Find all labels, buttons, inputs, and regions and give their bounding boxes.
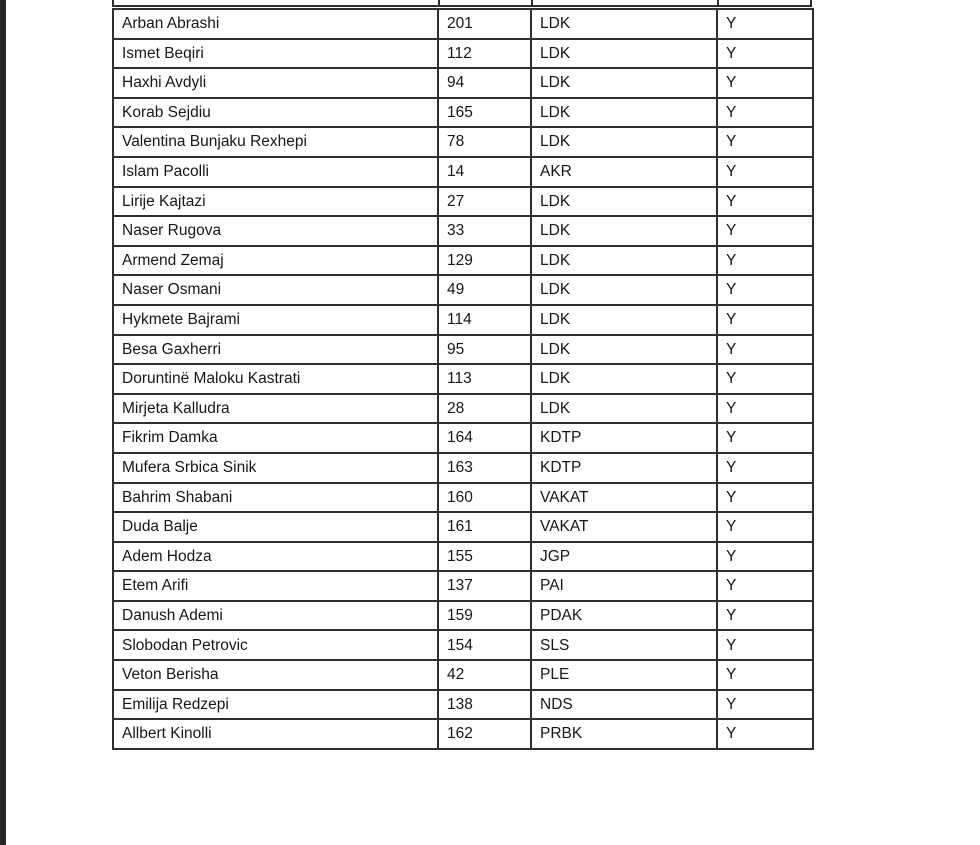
table-row [113, 719, 813, 749]
table-row [113, 423, 813, 453]
table-row [113, 483, 813, 513]
party-cell: LDK [531, 246, 717, 276]
candidate-name-cell: Veton Berisha [113, 660, 438, 690]
vote-cell: Y [717, 483, 813, 513]
vote-cell: Y [717, 453, 813, 483]
candidate-name-cell: Duda Balje [113, 512, 438, 542]
candidate-name-cell: Naser Rugova [113, 216, 438, 246]
candidate-number-cell: 155 [438, 542, 531, 572]
candidate-number-cell: 27 [438, 187, 531, 217]
table-row [113, 512, 813, 542]
candidate-number-cell: 112 [438, 39, 531, 69]
candidate-name-cell: Danush Ademi [113, 601, 438, 631]
table-row [113, 630, 813, 660]
candidate-number-cell: 33 [438, 216, 531, 246]
candidate-number-cell: 42 [438, 660, 531, 690]
candidate-number-cell: 161 [438, 512, 531, 542]
party-cell: NDS [531, 690, 717, 720]
table-row [113, 305, 813, 335]
table-row [113, 187, 813, 217]
party-cell: LDK [531, 305, 717, 335]
table-row [113, 690, 813, 720]
candidate-number-cell: 137 [438, 571, 531, 601]
candidate-number-cell: 138 [438, 690, 531, 720]
column-divider [438, 0, 440, 5]
candidate-table [112, 8, 814, 750]
column-divider [531, 0, 533, 5]
vote-cell: Y [717, 630, 813, 660]
candidate-number-cell: 114 [438, 305, 531, 335]
party-cell: SLS [531, 630, 717, 660]
party-cell: LDK [531, 394, 717, 424]
candidate-name-cell: Korab Sejdiu [113, 98, 438, 128]
candidate-number-cell: 154 [438, 630, 531, 660]
party-cell: LDK [531, 68, 717, 98]
candidate-name-cell: Lirije Kajtazi [113, 187, 438, 217]
table-row [113, 601, 813, 631]
candidate-name-cell: Mirjeta Kalludra [113, 394, 438, 424]
candidate-number-cell: 129 [438, 246, 531, 276]
vote-cell: Y [717, 39, 813, 69]
table-row [113, 246, 813, 276]
candidate-number-cell: 95 [438, 335, 531, 365]
vote-cell: Y [717, 305, 813, 335]
party-cell: KDTP [531, 423, 717, 453]
party-cell: AKR [531, 157, 717, 187]
party-cell: PDAK [531, 601, 717, 631]
candidate-number-cell: 160 [438, 483, 531, 513]
vote-cell: Y [717, 719, 813, 749]
party-cell: VAKAT [531, 483, 717, 513]
candidate-name-cell: Emilija Redzepi [113, 690, 438, 720]
party-cell: LDK [531, 127, 717, 157]
candidate-number-cell: 162 [438, 719, 531, 749]
table-row [113, 364, 813, 394]
party-cell: LDK [531, 335, 717, 365]
vote-cell: Y [717, 601, 813, 631]
candidate-number-cell: 49 [438, 275, 531, 305]
candidate-number-cell: 164 [438, 423, 531, 453]
candidate-name-cell: Slobodan Petrovic [113, 630, 438, 660]
candidate-name-cell: Allbert Kinolli [113, 719, 438, 749]
table-row [113, 157, 813, 187]
candidate-name-cell: Mufera Srbica Sinik [113, 453, 438, 483]
candidate-name-cell: Doruntinë Maloku Kastrati [113, 364, 438, 394]
table-row [113, 394, 813, 424]
candidate-number-cell: 94 [438, 68, 531, 98]
vote-cell: Y [717, 275, 813, 305]
candidate-name-cell: Arban Abrashi [113, 9, 438, 39]
candidate-name-cell: Etem Arifi [113, 571, 438, 601]
table-row [113, 335, 813, 365]
candidate-number-cell: 163 [438, 453, 531, 483]
candidate-name-cell: Armend Zemaj [113, 246, 438, 276]
candidate-name-cell: Haxhi Avdyli [113, 68, 438, 98]
candidate-name-cell: Fikrim Damka [113, 423, 438, 453]
candidate-name-cell: Hykmete Bajrami [113, 305, 438, 335]
candidate-number-cell: 113 [438, 364, 531, 394]
table-row [113, 453, 813, 483]
vote-cell: Y [717, 187, 813, 217]
vote-cell: Y [717, 98, 813, 128]
vote-cell: Y [717, 660, 813, 690]
vote-cell: Y [717, 127, 813, 157]
column-divider [717, 0, 719, 5]
party-cell: PLE [531, 660, 717, 690]
vote-cell: Y [717, 9, 813, 39]
candidate-name-cell: Ismet Beqiri [113, 39, 438, 69]
vote-cell: Y [717, 542, 813, 572]
vote-cell: Y [717, 423, 813, 453]
vote-cell: Y [717, 571, 813, 601]
candidate-number-cell: 14 [438, 157, 531, 187]
candidate-name-cell: Bahrim Shabani [113, 483, 438, 513]
vote-cell: Y [717, 364, 813, 394]
party-cell: LDK [531, 9, 717, 39]
left-edge-bar [0, 0, 6, 845]
candidate-name-cell: Besa Gaxherri [113, 335, 438, 365]
candidate-number-cell: 159 [438, 601, 531, 631]
vote-cell: Y [717, 216, 813, 246]
party-cell: VAKAT [531, 512, 717, 542]
candidate-name-cell: Adem Hodza [113, 542, 438, 572]
party-cell: LDK [531, 187, 717, 217]
candidate-number-cell: 201 [438, 9, 531, 39]
table-row [113, 660, 813, 690]
table-row [113, 216, 813, 246]
table-row [113, 9, 813, 39]
party-cell: PAI [531, 571, 717, 601]
party-cell: KDTP [531, 453, 717, 483]
candidate-table-body [113, 9, 813, 749]
party-cell: JGP [531, 542, 717, 572]
vote-cell: Y [717, 246, 813, 276]
vote-cell: Y [717, 157, 813, 187]
candidate-name-cell: Islam Pacolli [113, 157, 438, 187]
table-row [113, 542, 813, 572]
candidate-number-cell: 165 [438, 98, 531, 128]
party-cell: PRBK [531, 719, 717, 749]
candidate-number-cell: 28 [438, 394, 531, 424]
table-row [113, 275, 813, 305]
party-cell: LDK [531, 39, 717, 69]
vote-cell: Y [717, 512, 813, 542]
table-row [113, 68, 813, 98]
candidate-name-cell: Valentina Bunjaku Rexhepi [113, 127, 438, 157]
vote-cell: Y [717, 68, 813, 98]
party-cell: LDK [531, 364, 717, 394]
party-cell: LDK [531, 98, 717, 128]
candidate-name-cell: Naser Osmani [113, 275, 438, 305]
table-row [113, 127, 813, 157]
vote-cell: Y [717, 690, 813, 720]
vote-cell: Y [717, 394, 813, 424]
table-row [113, 571, 813, 601]
vote-cell: Y [717, 335, 813, 365]
party-cell: LDK [531, 216, 717, 246]
candidate-number-cell: 78 [438, 127, 531, 157]
table-row [113, 39, 813, 69]
table-row-partial [112, 0, 812, 7]
table-row [113, 98, 813, 128]
party-cell: LDK [531, 275, 717, 305]
